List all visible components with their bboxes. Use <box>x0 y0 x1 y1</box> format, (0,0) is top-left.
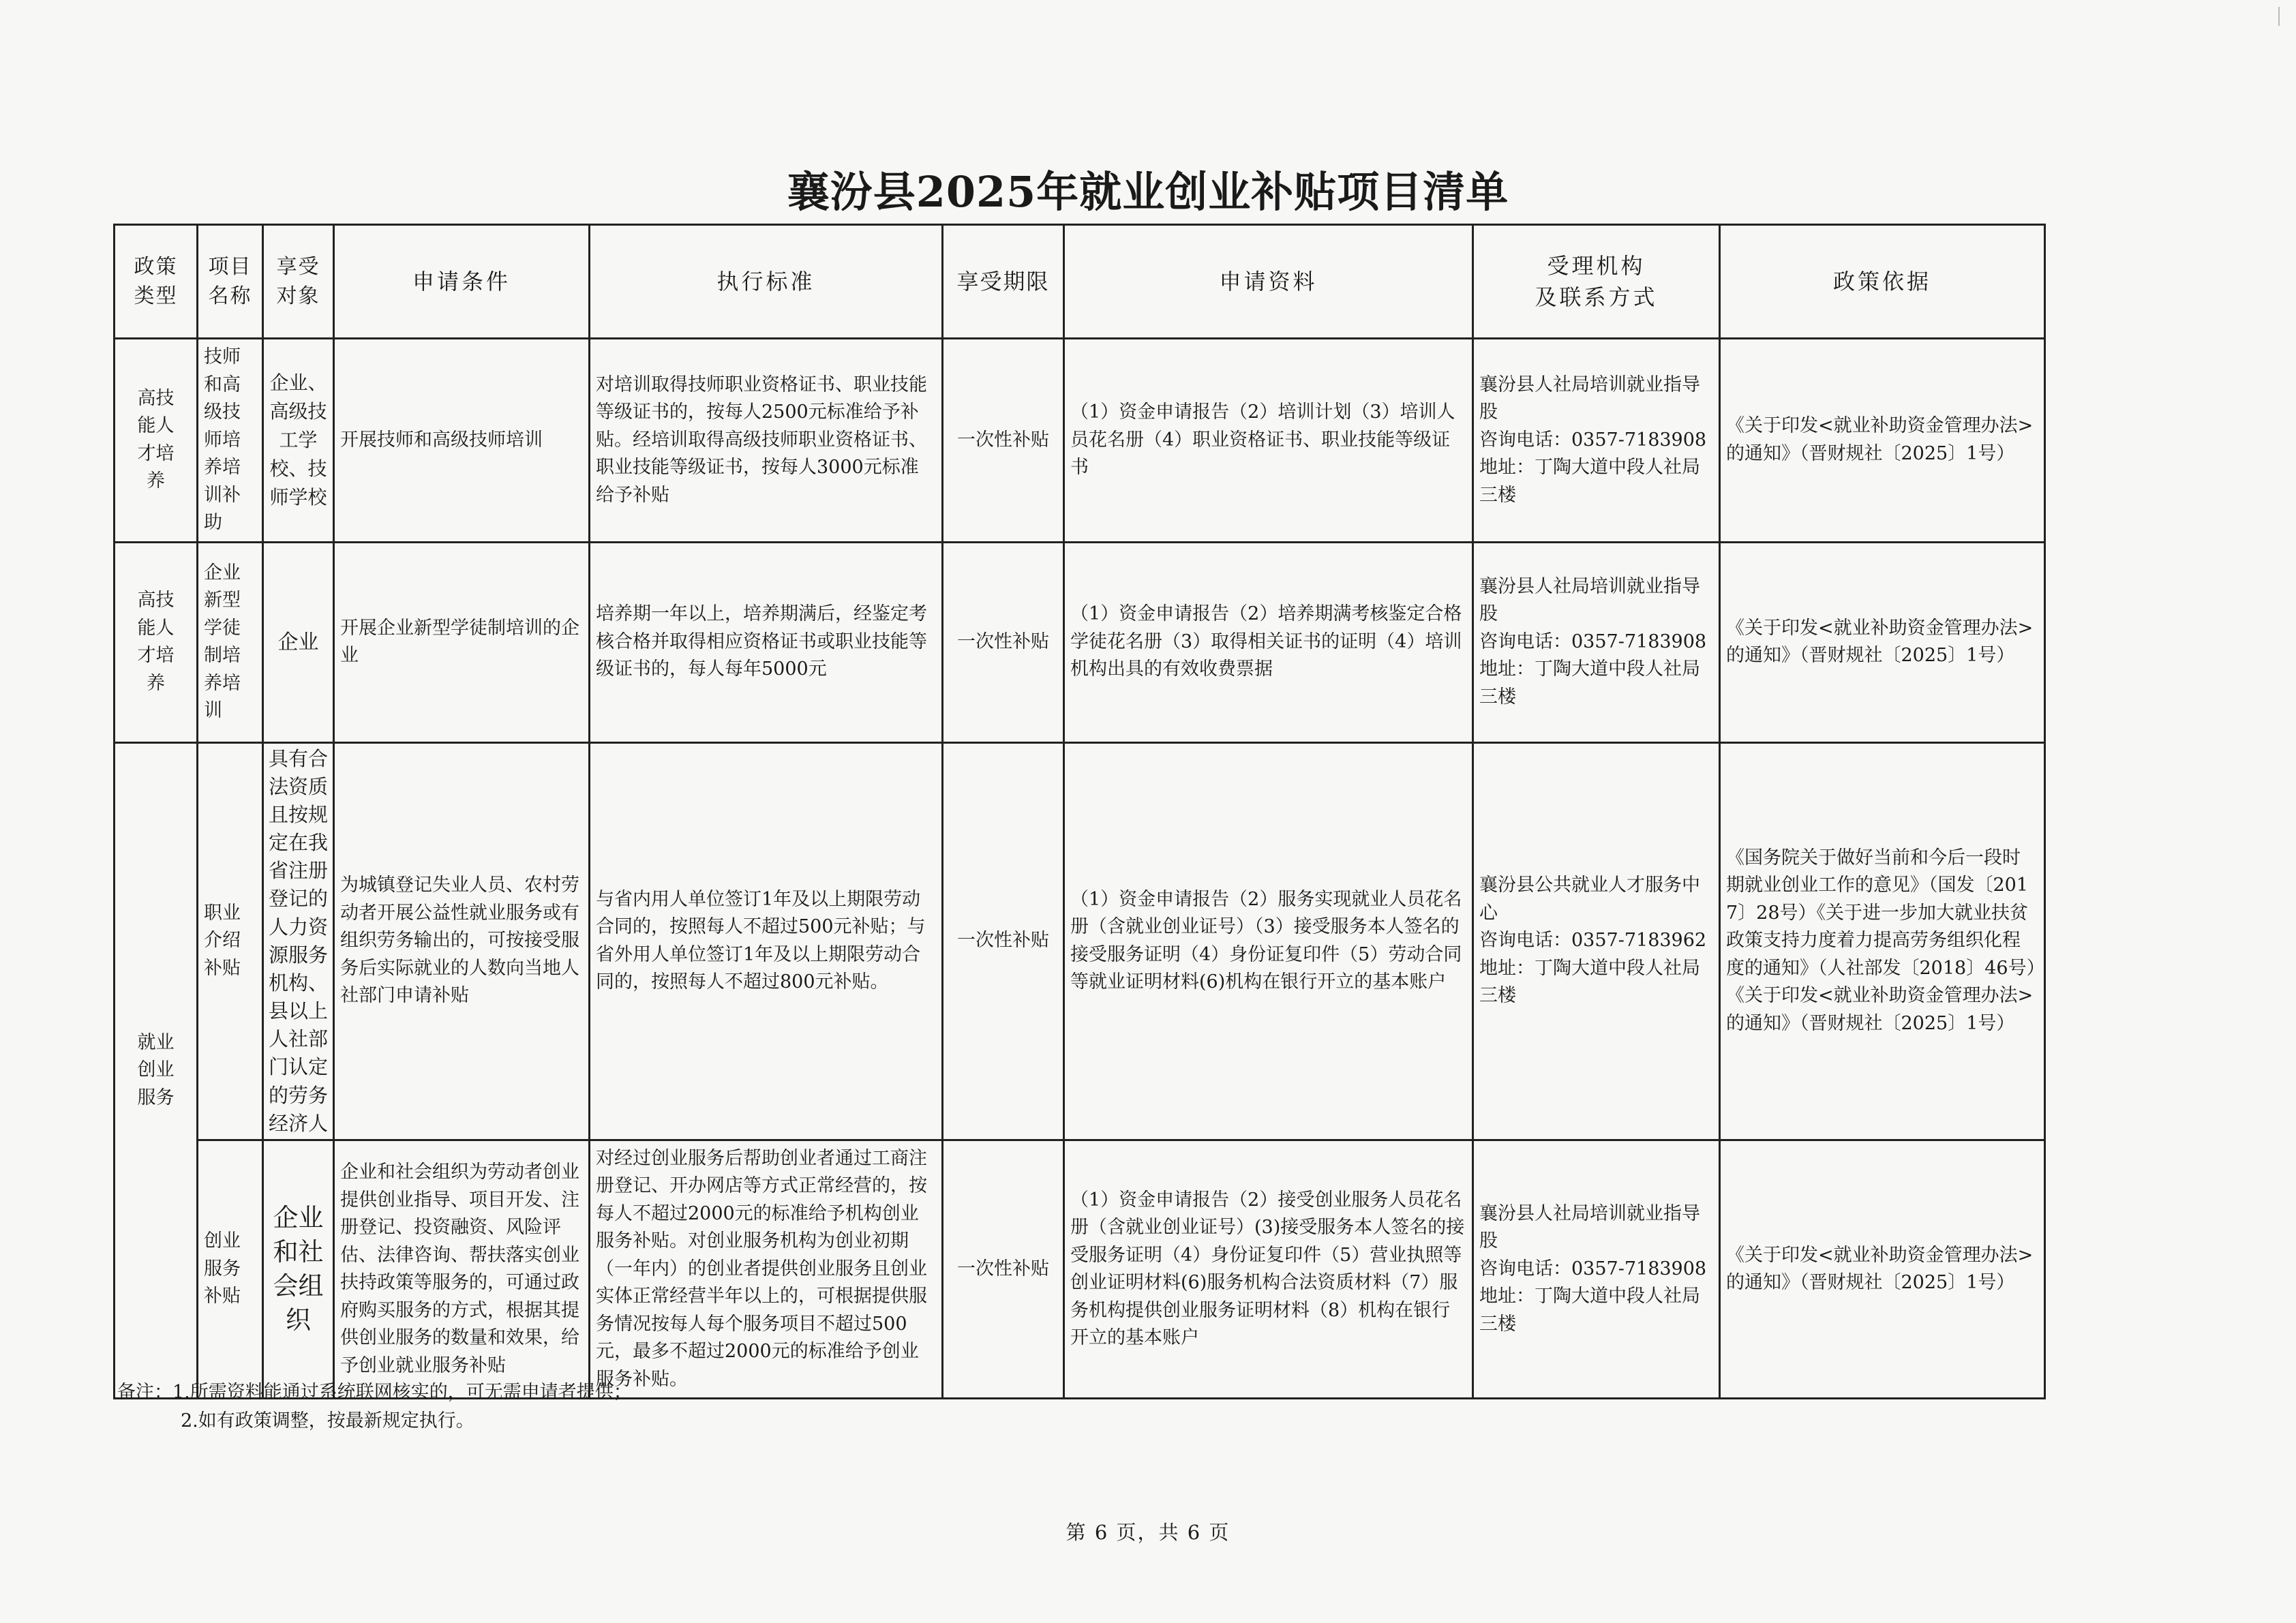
materials-cell: （1）资金申请报告（2）服务实现就业人员花名册（含就业创业证号）（3）接受服务本人签名的接受服务证明（4）身份证复印件（5）劳动合同等就业证明材料(6)机构在银行开立的基本账户 <box>1064 742 1473 1140</box>
conditions-cell: 为城镇登记失业人员、农村劳动者开展公益性就业服务或有组织劳务输出的，可按接受服务后实际就业的人数向当地人社部门申请补贴 <box>334 742 590 1140</box>
table-row <box>115 542 2045 742</box>
header-project-name: 项目 名称 <box>198 225 263 339</box>
header-materials: 申请资料 <box>1064 225 1473 339</box>
period-cell: 一次性补贴 <box>943 1140 1064 1399</box>
basis-cell: 《关于印发<就业补助资金管理办法>的通知》（晋财规社〔2025〕1号） <box>1720 339 2045 543</box>
materials-cell: （1）资金申请报告（2）培养期满考核鉴定合格学徒花名册（3）取得相关证书的证明（4）培训机构出具的有效收费票据 <box>1064 542 1473 742</box>
period-cell: 一次性补贴 <box>943 742 1064 1140</box>
period-cell: 一次性补贴 <box>943 542 1064 742</box>
note-line-1: 备注：1.所需资料能通过系统联网核实的，可无需申请者提供； <box>117 1382 632 1403</box>
target-cell: 企业 <box>263 542 334 742</box>
conditions-cell: 企业和社会组织为劳动者创业提供创业指导、项目开发、注册登记、投资融资、风险评估、法律咨询、帮扶落实创业扶持政策等服务的，可通过政府购买服务的方式，根据其提供创业服务的数量和效果，给予创业就业服务补贴 <box>334 1140 590 1399</box>
subsidy-project-table <box>113 224 2046 1399</box>
header-basis: 政策依据 <box>1720 225 2045 339</box>
basis-cell: 《国务院关于做好当前和今后一段时期就业创业工作的意见》（国发〔2017〕28号）《关于进一步加大就业扶贫政策支持力度着力提高劳务组织化程度的通知》（人社部发〔2018〕46号）《关于印发<就业补助资金管理办法>的通知》（晋财规社〔2025〕1号） <box>1720 742 2045 1140</box>
basis-cell: 《关于印发<就业补助资金管理办法>的通知》（晋财规社〔2025〕1号） <box>1720 542 2045 742</box>
target-cell: 企业 和社 会组 织 <box>263 1140 334 1399</box>
table-row <box>115 339 2045 543</box>
policy-type-cell: 高技 能人 才培 养 <box>115 339 198 543</box>
standard-cell: 与省内用人单位签订1年及以上期限劳动合同的，按照每人不超过500元补贴；与省外用人单位签订1年及以上期限劳动合同的，按照每人不超过800元补贴。 <box>590 742 943 1140</box>
basis-cell: 《关于印发<就业补助资金管理办法>的通知》（晋财规社〔2025〕1号） <box>1720 1140 2045 1399</box>
standard-cell: 对经过创业服务后帮助创业者通过工商注册登记、开办网店等方式正常经营的，按每人不超过2000元的标准给予机构创业服务补贴。对创业服务机构为创业初期（一年内）的创业者提供创业服务且创业实体正常经营半年以上的，可根据提供服务情况按每人每个服务项目不超过500元，最多不超过2000元的标准给予创业服务补贴。 <box>590 1140 943 1399</box>
table-row <box>115 742 2045 1140</box>
project-name-cell: 企业新型学徒制培养培训 <box>198 542 263 742</box>
header-policy-type: 政策 类型 <box>115 225 198 339</box>
agency-cell: 襄汾县人社局培训就业指导股 咨询电话：0357-7183908 地址：丁陶大道中段人社局三楼 <box>1473 339 1720 543</box>
table-header-row <box>115 225 2045 339</box>
header-conditions: 申请条件 <box>334 225 590 339</box>
notes-section <box>117 1378 632 1436</box>
agency-cell: 襄汾县人社局培训就业指导股 咨询电话：0357-7183908 地址：丁陶大道中段人社局三楼 <box>1473 1140 1720 1399</box>
project-name-cell: 职业介绍补贴 <box>198 742 263 1140</box>
target-cell: 企业、高级技工学校、技师学校 <box>263 339 334 543</box>
agency-cell: 襄汾县公共就业人才服务中心 咨询电话：0357-7183962 地址：丁陶大道中段人社局三楼 <box>1473 742 1720 1140</box>
agency-cell: 襄汾县人社局培训就业指导股 咨询电话：0357-7183908 地址：丁陶大道中段人社局三楼 <box>1473 542 1720 742</box>
header-standard: 执行标准 <box>590 225 943 339</box>
document-title: 襄汾县2025年就业创业补贴项目清单 <box>787 167 1509 217</box>
period-cell: 一次性补贴 <box>943 339 1064 543</box>
target-cell: 具有合法资质且按规定在我省注册登记的人力资源服务机构、县以上人社部门认定的劳务经济人 <box>263 742 334 1140</box>
page-number-footer: 第 6 页，共 6 页 <box>1066 1521 1230 1544</box>
conditions-cell: 开展企业新型学徒制培训的企业 <box>334 542 590 742</box>
header-agency: 受理机构 及联系方式 <box>1473 225 1720 339</box>
materials-cell: （1）资金申请报告（2）接受创业服务人员花名册（含就业创业证号）(3)接受服务本人签名的接受服务证明（4）身份证复印件（5）营业执照等创业证明材料(6)服务机构合法资质材料（7）服务机构提供创业服务证明材料（8）机构在银行开立的基本账户 <box>1064 1140 1473 1399</box>
header-target: 享受 对象 <box>263 225 334 339</box>
conditions-cell: 开展技师和高级技师培训 <box>334 339 590 543</box>
standard-cell: 对培训取得技师职业资格证书、职业技能等级证书的，按每人2500元标准给予补贴。经培训取得高级技师职业资格证书、职业技能等级证书，按每人3000元标准给予补贴 <box>590 339 943 543</box>
project-name-cell: 创业服务补贴 <box>198 1140 263 1399</box>
table-row <box>115 1140 2045 1399</box>
scan-edge-mark <box>2278 7 2280 26</box>
policy-type-cell: 高技 能人 才培 养 <box>115 542 198 742</box>
note-line-2: 2.如有政策调整，按最新规定执行。 <box>181 1410 474 1431</box>
project-name-cell: 技师和高级技师培养培训补助 <box>198 339 263 543</box>
materials-cell: （1）资金申请报告（2）培训计划（3）培训人员花名册（4）职业资格证书、职业技能等级证书 <box>1064 339 1473 543</box>
standard-cell: 培养期一年以上，培养期满后，经鉴定考核合格并取得相应资格证书或职业技能等级证书的，每人每年5000元 <box>590 542 943 742</box>
policy-type-cell: 就业 创业 服务 <box>115 742 198 1399</box>
header-period: 享受期限 <box>943 225 1064 339</box>
